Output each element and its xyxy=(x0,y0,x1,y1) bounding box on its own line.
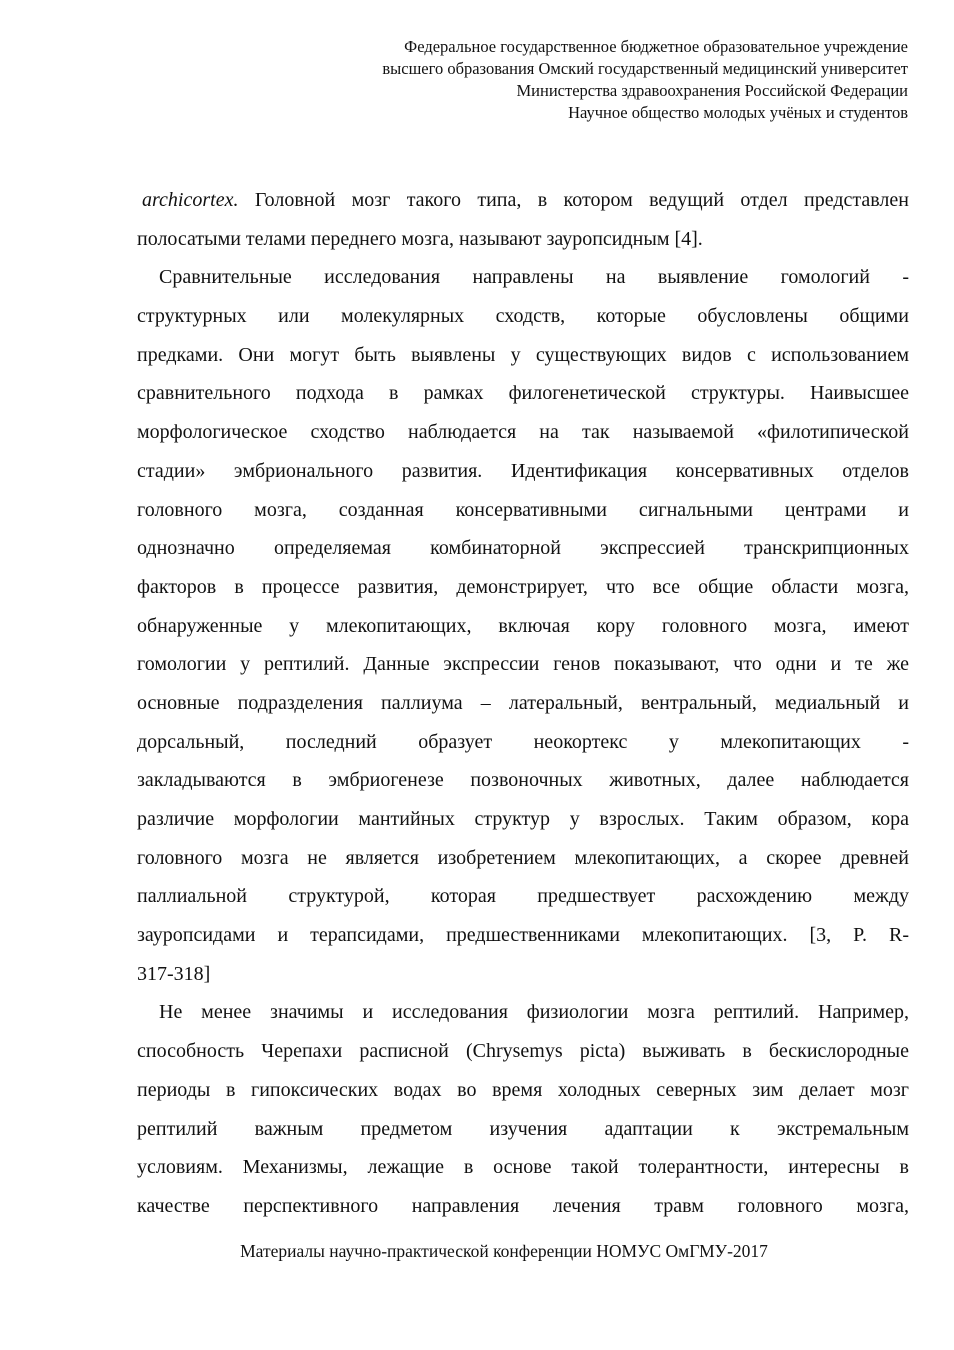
text-line: головного мозга, созданная консервативными сигнальными центрами и xyxy=(137,498,909,521)
text-line: способность Черепахи расписной (Chrysemys picta) выживать в бескислородные xyxy=(137,1040,909,1063)
body-text xyxy=(137,181,909,1226)
text-line: периоды в гипоксических водах во время холодных северных зим делает мозг xyxy=(137,1078,909,1101)
conference-footer: Материалы научно-практической конференции НОМУС ОмГМУ-2017 xyxy=(240,1241,768,1261)
text-line: рептилий важным предметом изучения адаптации к экстремальным xyxy=(137,1117,909,1140)
text-line: сравнительного подхода в рамках филогенетической структуры. Наивысшее xyxy=(137,382,909,405)
header-line: Министерства здравоохранения Российской Федерации xyxy=(516,81,908,100)
text-line: Не менее значимы и исследования физиологии мозга рептилий. Например, xyxy=(159,1001,909,1024)
text-line: Сравнительные исследования направлены на выявление гомологий - xyxy=(159,266,909,289)
text-line: зауропсидами и терапсидами, предшественниками млекопитающих. [3, P. R- xyxy=(137,924,909,947)
text-line: различие морфологии мантийных структур у взрослых. Таким образом, кора xyxy=(137,808,909,830)
text-line: основные подразделения паллиума – латеральный, вентральный, медиальный и xyxy=(137,691,909,714)
text-line: качестве перспективного направления лечения травм головного мозга, xyxy=(137,1194,909,1217)
header-line: Федеральное государственное бюджетное образовательное учреждение xyxy=(404,37,908,56)
text-line: структурных или молекулярных сходств, которые обусловлены общими xyxy=(137,305,909,328)
text-line: предками. Они могут быть выявлены у существующих видов с использованием xyxy=(137,343,909,366)
text-span: Головной мозг такого типа, в котором ведущий отдел представлен xyxy=(238,189,909,211)
text-line: паллиальной структурой, которая предшествует расхождению между xyxy=(137,885,909,908)
text-line xyxy=(137,181,909,220)
text-line: стадии» эмбрионального развития. Идентификация консервативных отделов xyxy=(137,459,909,482)
header-line: высшего образования Омский государственный медицинский университет xyxy=(382,59,908,78)
text-line: 317-318] xyxy=(137,962,211,985)
text-line: морфологическое сходство наблюдается на так называемой «филотипической xyxy=(137,421,909,444)
italic-term: archicortex. xyxy=(142,189,239,211)
text-line: закладываются в эмбриогенезе позвоночных животных, далее наблюдается xyxy=(137,769,909,792)
text-line: факторов в процессе развития, демонстрирует, что все общие области мозга, xyxy=(137,575,909,598)
text-line: полосатыми телами переднего мозга, называют зауропсидным [4]. xyxy=(137,227,703,250)
institution-header xyxy=(148,36,908,124)
text-line: однозначно определяемая комбинаторной экспрессией транскрипционных xyxy=(137,537,909,560)
text-line: дорсальный, последний образует неокортекс у млекопитающих - xyxy=(137,730,909,753)
header-line: Научное общество молодых учёных и студентов xyxy=(568,103,908,122)
text-line: условиям. Механизмы, лежащие в основе такой толерантности, интересны в xyxy=(137,1156,909,1179)
text-line: гомологии у рептилий. Данные экспрессии генов показывают, что одни и те же xyxy=(137,653,909,676)
text-line: головного мозга не является изобретением млекопитающих, а скорее древней xyxy=(137,846,909,869)
text-line: обнаруженные у млекопитающих, включая кору головного мозга, имеют xyxy=(137,614,909,637)
